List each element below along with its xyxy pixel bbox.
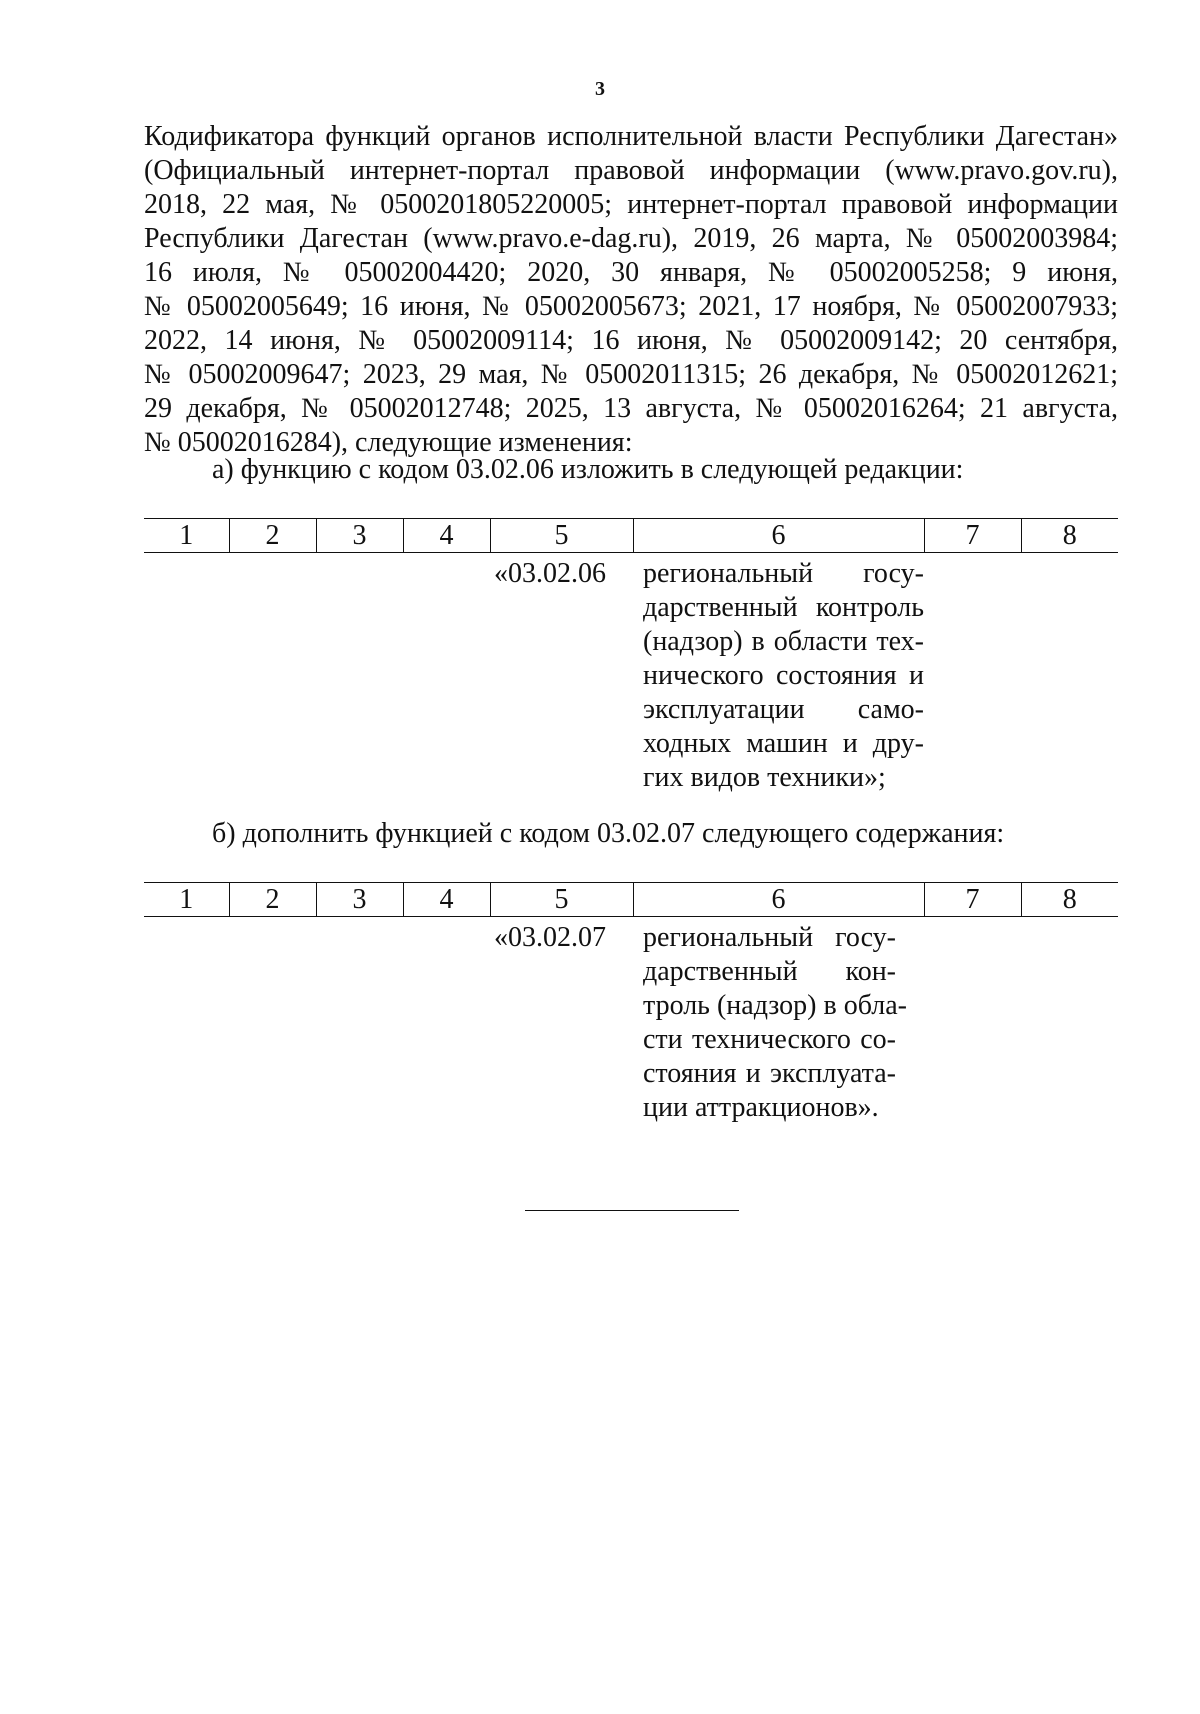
intro-line: № 05002009647; 2023, 29 мая, № 05002011315; 26 декабря, № 05002012621; — [144, 359, 1118, 390]
page-number: 3 — [595, 78, 605, 100]
intro-line: 29 декабря, № 05002012748; 2025, 13 августа, № 05002016264; 21 августа, — [144, 393, 1118, 424]
description-line: дарственный контроль — [643, 592, 924, 623]
description-line: дарственный кон- — [643, 956, 896, 987]
description-line: сти технического со- — [643, 1024, 896, 1055]
table-cell — [1021, 553, 1118, 796]
table-cell — [403, 553, 490, 796]
column-header: 2 — [229, 519, 316, 553]
description-line: гих видов техники»; — [643, 762, 886, 793]
column-header: 3 — [316, 883, 403, 917]
column-header: 7 — [924, 519, 1021, 553]
description-line: региональный госу- — [643, 558, 924, 589]
table-cell — [144, 553, 229, 796]
column-header: 1 — [144, 883, 229, 917]
description-line: ции аттракционов». — [643, 1092, 879, 1123]
table-header-row — [144, 519, 1118, 553]
function-code: «03.02.07 — [494, 922, 606, 953]
table-cell — [403, 917, 490, 1126]
column-header: 5 — [490, 519, 633, 553]
column-header: 6 — [633, 519, 924, 553]
column-header: 8 — [1021, 883, 1118, 917]
column-header: 2 — [229, 883, 316, 917]
description-line: стояния и эксплуата- — [643, 1058, 896, 1089]
intro-line: 2018, 22 мая, № 0500201805220005; интернет-портал правовой информации — [144, 189, 1118, 220]
column-header: 8 — [1021, 519, 1118, 553]
amendment-a-text: а) функцию с кодом 03.02.06 изложить в следующей редакции: — [212, 454, 964, 485]
function-description — [633, 553, 924, 796]
intro-line: Кодификатора функций органов исполнительной власти Республики Дагестан» — [144, 121, 1118, 152]
amendment-b-text: б) дополнить функцией с кодом 03.02.07 следующего содержания: — [212, 818, 1005, 849]
intro-paragraph — [144, 120, 1118, 460]
column-header: 7 — [924, 883, 1021, 917]
table-header-row — [144, 883, 1118, 917]
end-divider — [525, 1210, 739, 1211]
intro-line: 2022, 14 июня, № 05002009114; 16 июня, № 05002009142; 20 сентября, — [144, 325, 1118, 356]
intro-line: № 05002005649; 16 июня, № 05002005673; 2021, 17 ноября, № 05002007933; — [144, 291, 1118, 322]
table-cell — [144, 917, 229, 1126]
table-cell — [924, 917, 1021, 1126]
table-cell — [316, 553, 403, 796]
description-line: (надзор) в области тех- — [643, 626, 924, 657]
table-cell — [229, 553, 316, 796]
table-row — [144, 917, 1118, 1126]
column-header: 1 — [144, 519, 229, 553]
description-line: региональный госу- — [643, 922, 896, 953]
description-line: эксплуатации само- — [643, 694, 924, 725]
description-line: ходных машин и дру- — [643, 728, 924, 759]
table-cell — [229, 917, 316, 1126]
table-cell — [1021, 917, 1118, 1126]
function-description — [633, 917, 924, 1126]
column-header: 3 — [316, 519, 403, 553]
column-header: 5 — [490, 883, 633, 917]
table-cell — [316, 917, 403, 1126]
function-table-a — [144, 518, 1118, 795]
column-header: 4 — [403, 519, 490, 553]
column-header: 4 — [403, 883, 490, 917]
intro-line: 16 июля, № 05002004420; 2020, 30 января, № 05002005258; 9 июня, — [144, 257, 1118, 288]
intro-line: (Официальный интернет-портал правовой информации (www.pravo.gov.ru), — [144, 155, 1118, 186]
intro-line: Республики Дагестан (www.pravo.e-dag.ru), 2019, 26 марта, № 05002003984; — [144, 223, 1118, 254]
function-code: «03.02.06 — [494, 558, 606, 589]
column-header: 6 — [633, 883, 924, 917]
description-line: нического состояния и — [643, 660, 924, 691]
description-line: троль (надзор) в обла- — [643, 990, 907, 1021]
function-table-b — [144, 882, 1118, 1125]
intro-line: № 05002016284), следующие изменения: — [144, 427, 633, 458]
table-row — [144, 553, 1118, 796]
table-cell — [924, 553, 1021, 796]
